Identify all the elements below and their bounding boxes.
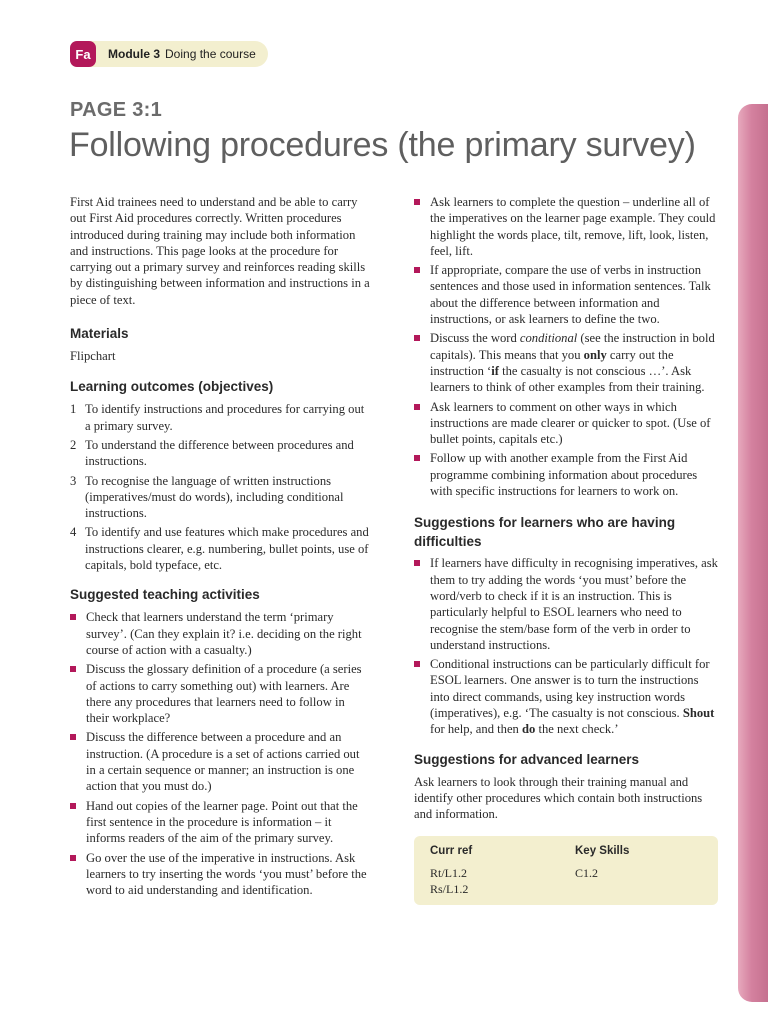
- bold-text: only: [583, 347, 607, 362]
- activities-list-continued: [414, 194, 720, 499]
- page-title: Following procedures (the primary survey): [69, 126, 696, 164]
- difficulty-text: If learners have difficulty in recognising imperatives, ask them to try adding the words ‘you must’ before the word/verb to check if it is an instruction. This is particularly helpful to ESOL learners who need to recognise the stem/base form of the verb in order to understand instructions.: [430, 556, 718, 652]
- bullet-square-icon: [70, 803, 76, 809]
- key-skills-cell: [575, 881, 695, 897]
- activity-item: [70, 729, 370, 794]
- bold-text: if: [491, 363, 499, 378]
- difficulties-heading: Suggestions for learners who are having difficulties: [414, 515, 676, 550]
- difficulties-list: [414, 555, 720, 737]
- module-pill: [90, 41, 268, 67]
- activity-text: Discuss the glossary definition of a procedure (a series of actions to carry something out) with learners. Are there any procedures that learners need to follow in their workplace?: [86, 662, 362, 726]
- right-column: [414, 194, 720, 905]
- outcome-text: To recognise the language of written instructions (imperatives/must do words), including conditional instructions.: [85, 473, 344, 521]
- curr-ref-cell: Rs/L1.2: [430, 881, 469, 896]
- bullet-square-icon: [414, 661, 420, 667]
- bullet-square-icon: [414, 335, 420, 341]
- activities-heading: Suggested teaching activities: [70, 587, 260, 603]
- bold-text: do: [521, 722, 536, 737]
- difficulty-item: [414, 555, 720, 653]
- advanced-text: Ask learners to look through their training manual and identify other procedures which contain both instructions and information.: [414, 774, 703, 822]
- activity-item: [70, 609, 370, 658]
- activity-text: Go over the use of the imperative in instructions. Ask learners to try inserting the words ‘you must’ before the word to aid understanding and identification.: [86, 850, 367, 898]
- bullet-square-icon: [414, 455, 420, 461]
- activity-text: Follow up with another example from the First Aid programme combining information about procedures with specific instructions for learners to work on.: [430, 451, 698, 499]
- outcomes-list: [70, 401, 370, 573]
- activity-item: [414, 330, 720, 395]
- reference-table: [414, 836, 718, 905]
- activity-text: Ask learners to complete the question – underline all of the imperatives on the learner page example. They could highlight the words place, tilt, remove, lift, look, listen, feel, lift.: [430, 195, 716, 258]
- activity-item: [414, 194, 720, 259]
- bullet-square-icon: [414, 560, 420, 566]
- page-label: PAGE 3:1: [70, 99, 163, 121]
- activity-text: Discuss the word conditional (see the instruction in bold capitals). This means that you only carry out the instruction ‘if the casualty is not conscious …’. Ask learners to think of other examples from their training.: [430, 331, 715, 395]
- outcome-item: [70, 473, 370, 522]
- difficulty-text: Conditional instructions can be particularly difficult for ESOL learners. One answer is to turn the instructions into direct commands, using key instruction words (imperatives), e.g. ‘The casualty is not conscious. Shout for help, and then do the next check.’: [430, 657, 715, 737]
- activity-item: [414, 399, 720, 448]
- activity-item: [414, 262, 720, 327]
- bold-text: Shout: [682, 706, 715, 721]
- outcome-number: 3: [70, 473, 77, 488]
- module-number: Module 3: [108, 47, 161, 61]
- materials-text: Flipchart: [70, 349, 116, 364]
- emphasis-text: conditional: [519, 331, 578, 346]
- outcome-item: [70, 401, 370, 434]
- key-skills-heading: Key Skills: [575, 844, 630, 857]
- bullet-square-icon: [414, 267, 420, 273]
- activity-text: If appropriate, compare the use of verbs in instruction sentences and those used in information sentences. Talk about the difference between information and instructions, or ask learners to define the two.: [430, 263, 711, 327]
- left-column: [70, 194, 370, 901]
- outcomes-heading: Learning outcomes (objectives): [70, 379, 274, 395]
- curr-ref-heading: Curr ref: [430, 844, 473, 857]
- module-section: Doing the course: [165, 47, 256, 61]
- module-header: [70, 41, 268, 67]
- outcome-text: To identify instructions and procedures for carrying out a primary survey.: [85, 402, 365, 433]
- reference-row: [430, 881, 702, 897]
- materials-heading: Materials: [70, 326, 129, 342]
- activity-text: Hand out copies of the learner page. Point out that the first sentence in the procedure is information – it informs readers of the aim of the primary survey.: [86, 798, 358, 846]
- key-skills-cell: C1.2: [575, 865, 599, 880]
- difficulty-item: [414, 656, 720, 737]
- outcome-item: [70, 437, 370, 470]
- bullet-square-icon: [70, 666, 76, 672]
- activity-item: [70, 661, 370, 726]
- bullet-square-icon: [414, 404, 420, 410]
- curr-ref-cell: Rt/L1.2: [430, 865, 468, 880]
- bullet-square-icon: [414, 199, 420, 205]
- outcome-item: [70, 524, 370, 573]
- outcome-text: To understand the difference between procedures and instructions.: [85, 437, 354, 469]
- side-tab: [738, 104, 768, 1002]
- outcome-text: To identify and use features which make procedures and instructions clearer, e.g. numbering, bullet points, use of capitals, bold typeface, etc.: [85, 525, 369, 573]
- bullet-square-icon: [70, 614, 76, 620]
- reference-table-header: [430, 843, 702, 859]
- reference-row: [430, 865, 702, 881]
- bullet-square-icon: [70, 734, 76, 740]
- module-badge: Fa: [70, 41, 96, 67]
- activities-list: [70, 609, 370, 898]
- outcome-number: 1: [70, 402, 77, 417]
- activity-text: Discuss the difference between a procedure and an instruction. (A procedure is a set of actions carried out in a certain sequence or manner; an instruction is one action that you must do.): [86, 730, 360, 794]
- activity-item: [414, 450, 720, 499]
- activity-item: [70, 798, 370, 847]
- activity-item: [70, 850, 370, 899]
- activity-text: Ask learners to comment on other ways in which instructions are made clearer or quicker to spot. (Use of bullet points, capitals etc.): [430, 399, 711, 447]
- advanced-heading: Suggestions for advanced learners: [414, 751, 640, 767]
- outcome-number: 2: [70, 437, 77, 452]
- intro-paragraph: First Aid trainees need to understand and be able to carry out First Aid procedures correctly. Written procedures introduced during training may include both information and instructions. This page looks at the procedure for carrying out a primary survey and reinforces reading skills by distinguishing between information and instructions in a piece of text.: [70, 195, 370, 307]
- bullet-square-icon: [70, 855, 76, 861]
- outcome-number: 4: [70, 525, 77, 540]
- activity-text: Check that learners understand the term ‘primary survey’. (Can they explain it? i.e. deciding on the right course of action with a casualty.): [86, 610, 362, 657]
